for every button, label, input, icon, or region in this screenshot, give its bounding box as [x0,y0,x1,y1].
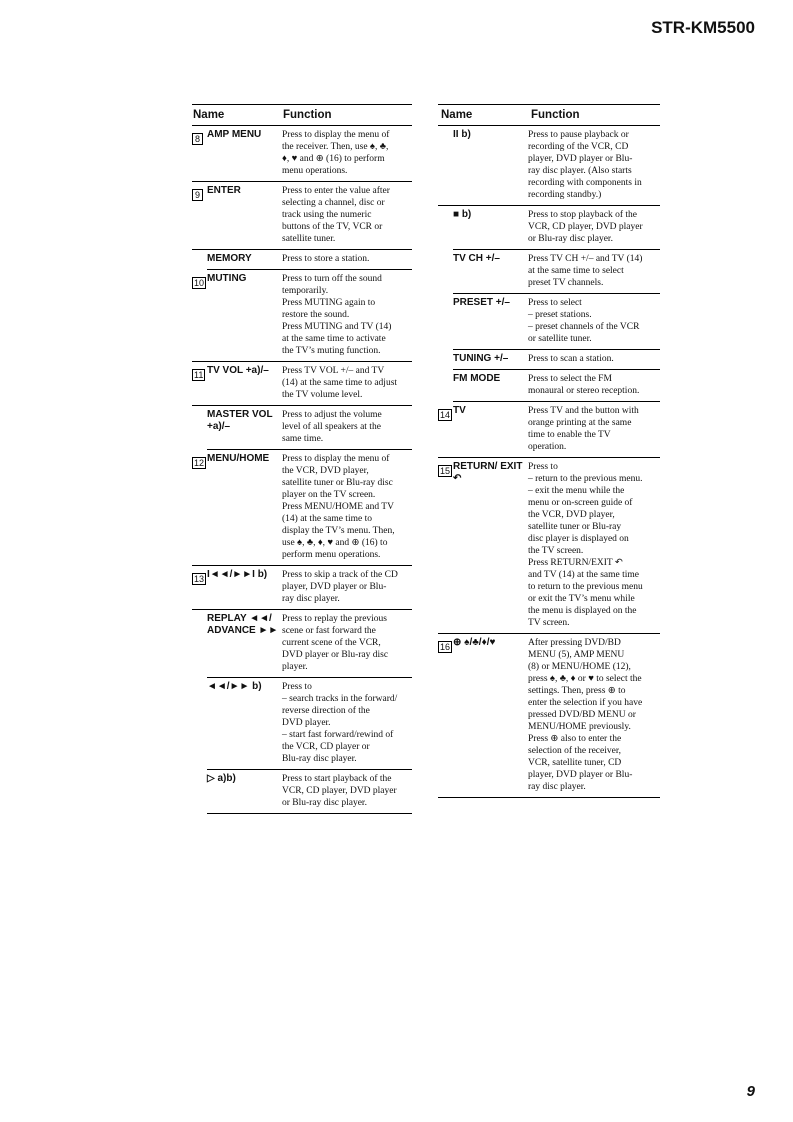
description-line: reverse direction of the [282,706,370,716]
table-row [453,350,660,370]
button-name: ENTER [207,185,241,196]
description-line: or Blu-ray disc player. [282,798,367,808]
function-description [528,209,660,245]
button-name: MUTING [207,273,247,284]
description-line: the TV screen. [528,546,584,556]
description-line: VCR, satellite tuner, CD [528,758,622,768]
description-line: Press MENU/HOME and TV [282,502,394,512]
table-header [192,104,412,126]
description-line: disc player is displayed on [528,534,629,544]
description-line: Press to enter the value after [282,186,390,196]
table-row [438,458,660,634]
description-line: or Blu-ray disc player. [528,234,613,244]
row-number-box: 11 [194,370,204,380]
row-number-box: 8 [192,133,203,145]
function-description [282,773,412,809]
description-line: player on the TV screen. [282,490,376,500]
description-line: Press to display the menu of [282,130,390,140]
function-header: Function [531,109,580,121]
row-number [192,273,207,357]
description-line: player, DVD player or Blu- [528,154,633,164]
description-line: Press to start playback of the [282,774,392,784]
button-name: ⊕ ♠/♣/♦/♥ [453,637,496,648]
row-number-box: 12 [194,458,205,468]
description-line: Press TV VOL +/– and TV [282,366,385,376]
description-line: perform menu operations. [282,550,381,560]
model-number: STR-KM5500 [651,18,755,37]
description-line: the TV’s muting function. [282,346,381,356]
table-row [453,294,660,350]
button-name: TV [453,405,466,416]
table-row [438,634,660,798]
function-description [528,297,660,345]
button-name: RETURN/ EXIT ↶ [453,461,523,484]
row-number-box: 10 [194,278,205,288]
description-line: Press MUTING again to [282,298,376,308]
description-line: at the same time to select [528,266,624,276]
table-row [192,182,412,250]
row-number [438,405,453,453]
button-name: FM MODE [453,373,501,384]
function-description [528,637,660,793]
description-line: the VCR, CD player or [282,742,370,752]
table-row [192,566,412,610]
description-line: Press MUTING and TV (14) [282,322,392,332]
row-number-box: 9 [192,189,203,201]
right-function-table [438,104,660,798]
description-line: – return to the previous menu. [528,474,643,484]
description-line: – search tracks in the forward/ [282,694,398,704]
description-line: preset TV channels. [528,278,604,288]
table-row [438,126,660,206]
description-line: recording standby.) [528,190,602,200]
description-line: menu or on-screen guide of [528,498,633,508]
row-number-box: 16 [440,642,451,652]
row-number [438,129,453,201]
description-line: (14) at the same time to [282,514,372,524]
description-line: to return to the previous menu [528,582,643,592]
description-line: Press to adjust the volume [282,410,382,420]
description-line: – exit the menu while the [528,486,625,496]
description-line: – start fast forward/rewind of [282,730,394,740]
function-description [282,185,412,245]
description-line: Press to select the FM [528,374,612,384]
description-line: After pressing DVD/BD [528,638,621,648]
function-description [528,129,660,201]
description-line: (14) at the same time to adjust [282,378,398,388]
description-line: time to enable the TV [528,430,611,440]
description-line: VCR, CD player, DVD player [528,222,643,232]
description-line: same time. [282,434,324,444]
description-line: level of all speakers at the [282,422,381,432]
function-description [282,453,412,561]
row-number [438,461,453,629]
description-line: VCR, CD player, DVD player [282,786,397,796]
description-line: Press to [282,682,312,692]
description-line: restore the sound. [282,310,350,320]
description-line: recording with components in [528,178,642,188]
description-line: menu operations. [282,166,348,176]
description-line: orange printing at the same [528,418,632,428]
description-line: player, DVD player or Blu- [282,582,387,592]
table-row [453,370,660,402]
description-line: – preset channels of the VCR [528,322,640,332]
function-description [282,253,412,265]
table-row [192,450,412,566]
table-row [207,406,412,450]
page-number: 9 [746,1083,755,1100]
row-number-box: 13 [194,574,205,584]
description-line: Press to scan a station. [528,354,614,364]
button-name: I◄◄/►►I b) [207,569,268,580]
description-line: satellite tuner or Blu-ray [528,522,622,532]
description-line: Blu-ray disc player. [282,754,357,764]
button-name: II b) [453,129,471,140]
description-line: at the same time to activate [282,334,386,344]
row-number [438,637,453,793]
function-description [282,273,412,357]
description-line: Press to display the menu of [282,454,390,464]
description-line: and TV (14) at the same time [528,570,639,580]
function-header: Function [283,109,332,121]
table-row [453,206,660,250]
button-name: TV VOL +a)/– [207,365,269,376]
row-number [192,185,207,245]
table-row [192,126,412,182]
table-row [207,250,412,270]
function-description [528,461,660,629]
description-line: scene or fast forward the [282,626,376,636]
table-header [438,104,660,126]
description-line: or exit the TV’s menu while [528,594,635,604]
description-line: or satellite tuner. [528,334,592,344]
row-number-box: 14 [440,410,451,420]
button-name: REPLAY ◄◄/ ADVANCE ►► [207,613,279,636]
description-line: press ♠, ♣, ♦ or ♥ to select the [528,674,642,684]
button-name: MASTER VOL +a)/– [207,409,273,432]
description-line: MENU/HOME previously. [528,722,631,732]
button-name: MENU/HOME [207,453,270,464]
table-row [438,402,660,458]
description-line: (8) or MENU/HOME (12), [528,662,631,672]
description-line: TV screen. [528,618,570,628]
function-description [282,129,412,177]
description-line: Press to select [528,298,582,308]
button-name: TUNING +/– [453,353,509,364]
button-name: ▷ a)b) [207,773,236,784]
description-line: settings. Then, press ⊕ to [528,686,626,696]
function-description [528,373,660,397]
description-line: current scene of the VCR, [282,638,381,648]
description-line: Press ⊕ also to enter the [528,734,622,744]
description-line: DVD player. [282,718,331,728]
function-description [528,405,660,453]
description-line: display the TV’s menu. Then, [282,526,395,536]
description-line: the menu is displayed on the [528,606,637,616]
description-line: DVD player or Blu-ray disc [282,650,389,660]
name-header: Name [441,109,473,121]
table-row [207,610,412,678]
function-description [282,681,412,765]
description-line: temporarily. [282,286,329,296]
description-line: Press TV and the button with [528,406,639,416]
description-line: Press TV CH +/– and TV (14) [528,254,643,264]
description-line: Press to replay the previous [282,614,388,624]
button-name: TV CH +/– [453,253,500,264]
description-line: Press to pause playback or [528,130,629,140]
table-row [207,678,412,770]
function-description [282,613,412,673]
function-description [528,253,660,289]
description-line: satellite tuner or Blu-ray disc [282,478,393,488]
description-line: player, DVD player or Blu- [528,770,633,780]
description-line: Press to [528,462,558,472]
description-line: MENU (5), AMP MENU [528,650,625,660]
button-name: ◄◄/►► b) [207,681,262,692]
description-line: track using the numeric [282,210,372,220]
table-row [192,362,412,406]
button-name: MEMORY [207,253,252,264]
function-description [282,409,412,445]
description-line: ray disc player. [282,594,340,604]
description-line: pressed DVD/BD MENU or [528,710,636,720]
description-line: use ♠, ♣, ♦, ♥ and ⊕ (16) to [282,538,388,548]
left-function-table [192,104,412,814]
description-line: the VCR, DVD player, [282,466,369,476]
description-line: Press RETURN/EXIT ↶ [528,558,623,568]
table-row [453,250,660,294]
description-line: Press to turn off the sound [282,274,382,284]
description-line: Press to skip a track of the CD [282,570,398,580]
description-line: the VCR, DVD player, [528,510,615,520]
description-line: buttons of the TV, VCR or [282,222,383,232]
description-line: enter the selection if you have [528,698,643,708]
description-line: – preset stations. [528,310,592,320]
row-number [192,569,207,605]
description-line: selecting a channel, disc or [282,198,385,208]
button-name: AMP MENU [207,129,262,140]
description-line: the receiver. Then, use ♠, ♣, [282,142,389,152]
row-number-box: 15 [440,466,451,476]
description-line: ray disc player. (Also starts [528,166,632,176]
row-number [192,365,207,401]
description-line: ♦, ♥ and ⊕ (16) to perform [282,154,385,164]
name-header: Name [193,109,225,121]
button-name: PRESET +/– [453,297,510,308]
function-description [282,569,412,605]
description-line: recording of the VCR, CD [528,142,629,152]
description-line: the TV volume level. [282,390,363,400]
description-line: Press to store a station. [282,254,370,264]
row-number [192,129,207,177]
button-name: ■ b) [453,209,472,220]
description-line: Press to stop playback of the [528,210,637,220]
row-number [192,453,207,561]
function-description [282,365,412,401]
description-line: operation. [528,442,567,452]
description-line: player. [282,662,308,672]
table-row [207,770,412,814]
description-line: monaural or stereo reception. [528,386,640,396]
table-row [192,270,412,362]
function-description [528,353,660,365]
description-line: satellite tuner. [282,234,336,244]
description-line: selection of the receiver, [528,746,621,756]
description-line: ray disc player. [528,782,586,792]
